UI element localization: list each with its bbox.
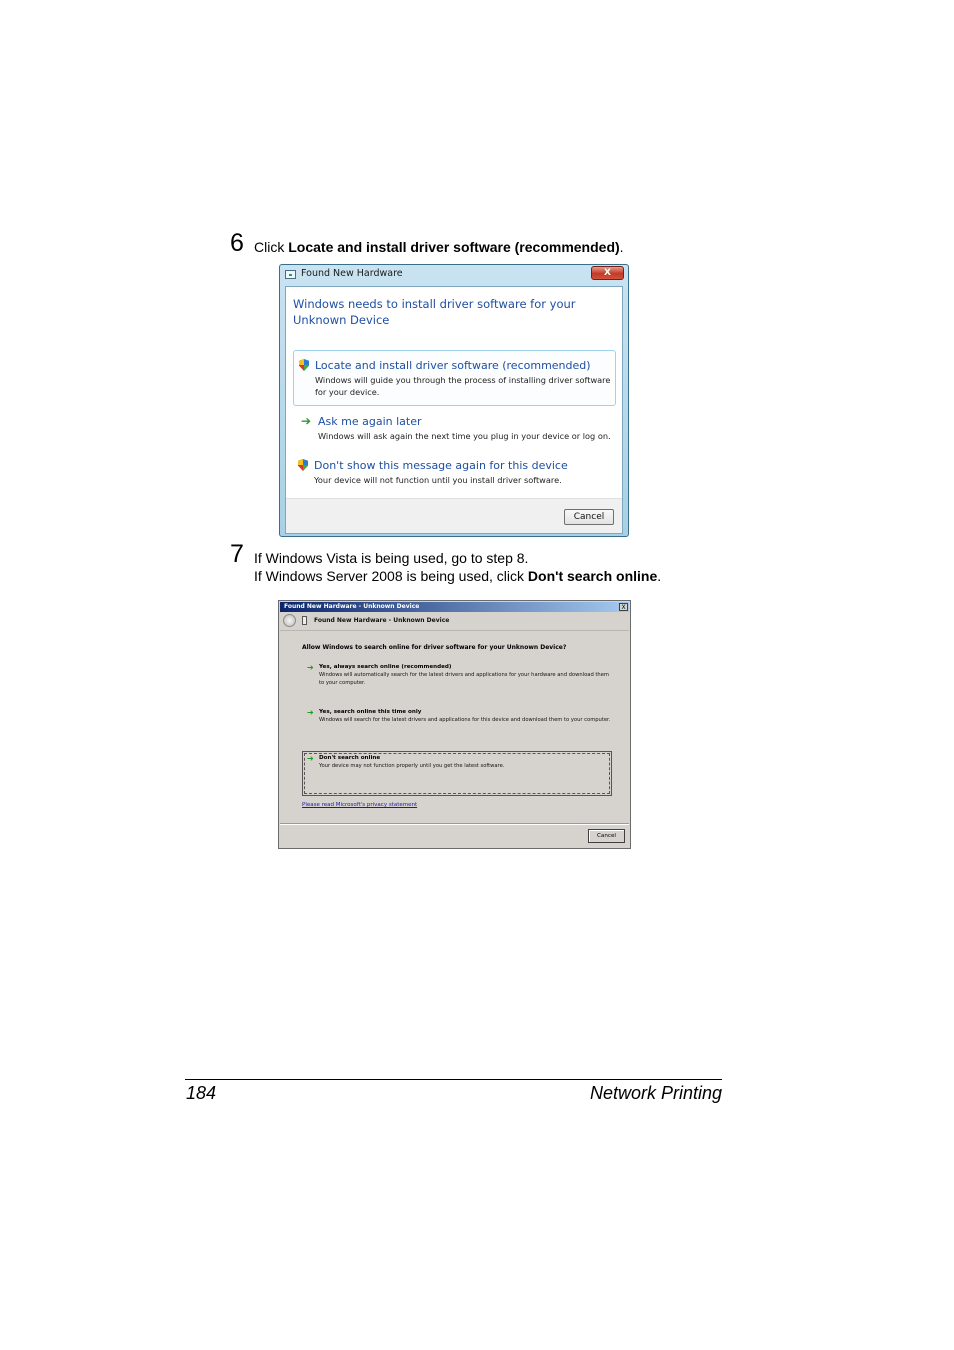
uac-shield-icon <box>298 459 308 471</box>
instruction-suffix: . <box>657 568 662 584</box>
footer-divider <box>280 823 629 825</box>
option-title: Ask me again later <box>318 415 422 428</box>
device-icon <box>302 616 307 625</box>
option-title: Don't search online <box>319 755 381 761</box>
hardware-icon <box>285 270 296 279</box>
option-title: Locate and install driver software (recommended) <box>315 359 591 372</box>
dialog-title: Found New Hardware - Unknown Device <box>284 603 420 610</box>
dialog-client-area <box>285 286 623 534</box>
wizard-title: Found New Hardware - Unknown Device <box>314 617 450 624</box>
option-description: Your device will not function until you install driver software. <box>314 475 562 485</box>
close-button[interactable]: X <box>591 266 624 280</box>
option-description: Windows will automatically search for the latest drivers and applications for your hardware and download them to your computer. <box>319 672 609 686</box>
cancel-button[interactable]: Cancel <box>588 829 625 843</box>
instruction-suffix: . <box>619 239 624 255</box>
server-found-new-hardware-dialog <box>278 600 631 849</box>
close-button[interactable]: X <box>619 603 628 611</box>
wizard-nav-bar <box>280 612 629 631</box>
instruction-emphasis: Don't search online <box>527 568 658 584</box>
page-number: 184 <box>186 1083 217 1103</box>
green-arrow-icon: ➔ <box>301 414 312 428</box>
back-button[interactable] <box>283 614 296 627</box>
dialog-title: Found New Hardware <box>301 268 403 279</box>
instruction-prefix: If Windows Server 2008 is being used, click <box>254 568 528 584</box>
step-number: 6 <box>230 229 244 257</box>
step-instruction <box>254 567 661 585</box>
green-arrow-icon: ➔ <box>307 708 314 717</box>
dialog-titlebar <box>280 265 628 284</box>
green-arrow-icon: ➔ <box>307 754 314 763</box>
uac-shield-icon <box>299 359 309 371</box>
dialog-footer <box>286 498 622 533</box>
option-description: Windows will search for the latest drivers and applications for this device and download them to your computer. <box>319 717 611 723</box>
green-arrow-icon: ➔ <box>307 663 314 672</box>
dialog-headline: Windows needs to install driver software for your Unknown Device <box>293 297 576 327</box>
step-instruction: If Windows Vista is being used, go to step 8. <box>254 550 529 566</box>
step-instruction <box>254 238 624 256</box>
found-new-hardware-dialog <box>279 264 629 537</box>
wizard-question: Allow Windows to search online for driver software for your Unknown Device? <box>302 644 567 651</box>
instruction-prefix: Click <box>254 239 289 255</box>
option-description: Windows will ask again the next time you plug in your device or log on. <box>318 431 611 441</box>
dont-show-again-option[interactable] <box>293 458 616 492</box>
ask-again-later-option[interactable] <box>293 413 616 447</box>
footer-rule <box>185 1079 722 1080</box>
locate-install-option[interactable] <box>293 350 616 406</box>
privacy-statement-link[interactable]: Please read Microsoft's privacy statement <box>302 802 418 808</box>
dialog-titlebar <box>280 602 629 612</box>
option-title: Yes, search online this time only <box>319 709 422 715</box>
option-description: Windows will guide you through the process of installing driver software for your device. <box>315 375 611 397</box>
option-title: Yes, always search online (recommended) <box>319 664 452 670</box>
instruction-emphasis: Locate and install driver software (recommended) <box>288 239 620 255</box>
option-description: Your device may not function properly until you get the latest software. <box>319 763 505 769</box>
section-title: Network Printing <box>589 1083 722 1103</box>
cancel-button[interactable]: Cancel <box>564 509 614 525</box>
step-number: 7 <box>230 540 244 568</box>
dont-search-online-option[interactable] <box>302 751 612 796</box>
option-title: Don't show this message again for this device <box>314 459 568 472</box>
